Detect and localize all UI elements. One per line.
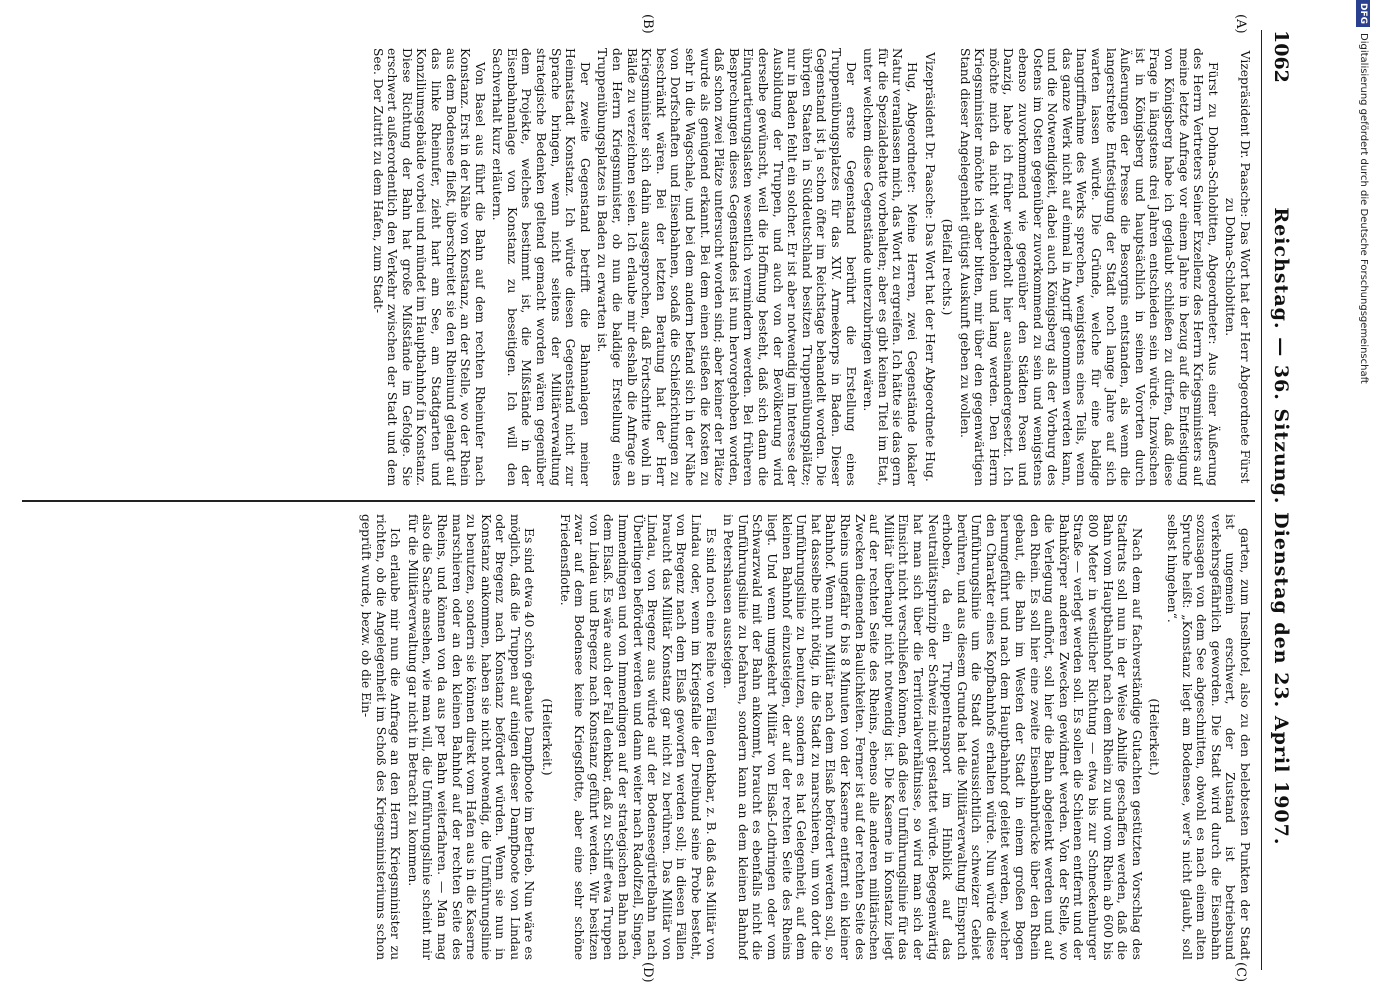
header-rule (1261, 30, 1262, 970)
margin-marker-a: (A) (1233, 14, 1248, 34)
paragraph: Nach dem auf fachverständige Gutachten gestützten Vorschlag des Stadtrats soll nun in der Weise Abhilfe geschaffen werden, daß die Bahn vom Hauptbahnhof nach dem Rhein zu und vom Rhein ab 600 bis 800 Meter in westlicher Richtung — etwa bis zur Schneckenburger Straße — verlegt werden soll. Es sollen die Schienen entfernt und der Bahnkörper anderen Zwecken gewidmet werden. Von der Stelle, wo die Verlegung aufhört, soll hier die Bahn abgelenkt werden und auf den Rhein. Es soll hier eine zweite Eisenbahnbrücke über den Rhein gebaut, die Bahn im Westen der Stadt in einem großen Bogen herumgeführt und nach dem Hauptbahnhof geleitet werden, welcher den Charakter eines Kopfbahnhofs erhalten würde. Nun würde diese Umführungslinie um die Stadt voraussichtlich schweizer Gebiet berühren, und aus diesem Grunde hat die Militärverwaltung Einspruch erhoben, da ein Truppentransport im Hinblick auf das Neutralitätsprinzip der Schweiz nicht gestattet würde. Begegenwärtig hat man sich über die Territorialverhältnisse, so wird man sich der Einsicht nicht verschließen können, daß diese Umführungslinie für das Militär überhaupt nicht notwendig ist. Die Kaserne in Konstanz liegt auf der rechten Seite des Rheins, ebenso alle anderen militärischen Zwecken dienenden Baulichkeiten. Ferner ist auf der rechten Seite des Rheins ungefähr 6 bis 8 Minuten von der Kaserne entfernt ein kleiner Bahnhof. Wenn nun Militär nach dem Elsaß befördert werden soll, so hat dasselbe nicht nötig, in die Stadt zu marschieren, um von dort die Umführungslinie zu benutzen, sondern es hat Gelegenheit, auf dem kleinen Bahnhof einzusteigen, der auf der rechten Seite des Rheins liegt. Und wenn umgekehrt Militär von Elsaß-Lothringen oder vom Schwarzwald mit der Bahn ankommt, braucht es ebenfalls nicht die Umführungslinie zu befahren, sondern kann an dem kleinen Bahnhof in Petershausen aussteigen. (721, 514, 1144, 960)
paragraph: Vizepräsident Dr. Paasche: Das Wort hat der Herr Abgeordnete Hug. (922, 52, 937, 482)
paragraph: (Heiterkeit.) (1147, 698, 1162, 776)
paragraph: Ich erlaube mir nun die Anfrage an den Herrn Kriegsminister zu richten, ob die Angelegenheit im Schoß des Kriegsministeriums schon geprüft wurde, bezw. ob die Ein- (358, 514, 403, 960)
paragraph: (Beifall rechts.) (940, 218, 955, 316)
column-divider (22, 500, 1255, 502)
paragraph: Von Basel aus führt die Bahn auf dem rechten Rheinufer nach Konstanz. Erst in der Nähe von Konstanz, an der Stelle, wo der Rhein aus dem Bodensee fließt, überschreitet sie den Rheinund gelangt auf das linke Rheinufer, zieht hart am See, am Stadtgarten und Konziliumsgebäude vorbei und mündet im Hauptbahnhof in Konstanz. Diese Richtung der Bahn hat große Mißstände im Gefolge. Sie erschwert außerordentlich den Verkehr zwischen der Stadt und dem See. Der Zutritt zu dem Hafen, zum Stadt- (370, 48, 487, 486)
margin-marker-d: (D) (640, 962, 655, 983)
page-header (1264, 30, 1292, 970)
page-number: 1062 (1270, 30, 1292, 83)
paragraph: Es sind noch eine Reihe von Fällen denkbar, z. B. daß das Militär von Lindau oder, wenn im Kriegsfalle der Dreibund seine Probe besteht, von Bregenz nach dem Elsaß geworfen werden soll; in diesen Fällen braucht das Militär Konstanz gar nicht zu berühren. Das Militär von Lindau, von Bregenz aus würde auf der Bodenseegürtelbahn nach Überlingen befördert werden und dann weiter nach Radolfzell, Singen, Immendingen und von Immendingen auf der strategischen Bahn nach dem Elsaß. Es wäre auch der Fall denkbar, daß zu Schiff etwa Truppen von Lindau und Bregenz nach Konstanz geführt werden. Wir besitzen zwar auf dem Bodensee keine Kriegsflotte, aber eine sehr schöne Friedensflotte. (557, 514, 718, 960)
paragraph: Fürst zu Dohna-Schlobitten, Abgeordneter: Aus einer Äußerung des Herrn Vertreters Seiner Exzellenz des Herrn Kriegsministers auf meine letzte Anfrage vor einem Jahre in bezug auf die Entfestigung von Königsberg habe ich geglaubt schließen zu dürfen, daß diese Frage in längstens drei Jahren entschieden sein würde. Inzwischen ist in Königsberg und hauptsächlich in seinen Vororten durch Äußerungen der Presse die Besorgnis entstanden, als wenn die langerstrebte Entfestigung der Stadt noch lange Jahre auf sich warten lassen würde. Die Gründe, welche für eine baldige Inangriffnahme des Werks sprechen, wenigstens eines Teils, wenn das ganze Werk nicht auf einmal in Angriff genommen werden kann, und die Notwendigkeit, dabei auch Königsberg als der Vorburg des Ostens im Osten gegenüber zuvorkommend zu sein und wenigstens ebenso zuvorkommend wie gegenüber den Städten Posen und Danzig, habe ich früher wiederholt hier auseinandergesetzt. Ich möchte mich da nicht wiederholen und lang werden. Den Herrn Kriegsminister möchte ich aber bitten, mir über den gegenwärtigen Stand dieser Angelegenheit gütigst Auskunft geben zu wollen. (957, 48, 1220, 486)
right-column (22, 514, 1252, 960)
paragraph: Hug, Abgeordneter: Meine Herren, zwei Gegenstände lokaler Natur veranlassen mich, das Wort zu ergreifen. Ich hätte sie das gern für die Spezialdebatte vorbehalten; aber es gibt keinen Titel im Etat, unter welchem diese Gegenstände unterzubringen wären. (861, 48, 919, 486)
digitization-credit (1356, 0, 1370, 1000)
credit-text: Digitalisierung gefördert durch die Deutsche Forschungsgemeinschaft (1358, 33, 1369, 384)
page-title: Reichstag. — 36. Sitzung. Dienstag den 23. April 1907. (1270, 207, 1292, 846)
paragraph: Der erste Gegenstand berührt die Erstellung eines Truppenübungsplatzes für das XIV. Armeekorps in Baden. Dieser Gegenstand ist ja schon öfter im Reichstage behandelt worden. Die übrigen Staaten in Süddeutschland besitzen Truppenübungsplätze; nur in Baden fehlt ein solcher. Er ist aber notwendig im Interesse der Ausbildung der Truppen, und auch von der Bevölkerung wird derselbe gewünscht, weil die Hoffnung besteht, daß sich dann die Einquartierungslasten wesentlich vermindern werden. Bei früheren Besprechungen dieses Gegenstandes ist nun hervorgehoben worden, daß schon zwei Plätze untersucht worden sind; aber keiner der Plätze wurde als genügend erkannt. Bei dem einen stießen die Kosten zu sehr in die Wagschale, und bei dem andern befand sich in der Nähe von Dorfschaften und Eisenbahnen, sodaß die Schießrichtungen zu beschränkt wären. Bei der letzten Beratung hat der Herr Kriegsminister sich dahin ausgesprochen, daß Fortschritte wohl in Bälde zu verzeichnen seien. Ich erlaube mir deshalb die Anfrage an den Herrn Kriegsminister, ob nun die baldige Erstellung eines Truppenübungsplatzes in Baden zu erwarten ist. (595, 48, 858, 486)
left-column (22, 48, 1252, 486)
paragraph: Vizepräsident Dr. Paasche: Das Wort hat der Herr Abgeordnete Fürst zu Dohna-Schlobitten. (1223, 50, 1252, 484)
margin-marker-c: (C) (1233, 962, 1248, 983)
paragraph: Es sind etwa 40 schön gebaute Dampfboote im Betrieb. Nun wäre es möglich, daß die Truppen auf einigen dieser Dampfboote von Lindau oder Bregenz nach Konstanz befördert würden. Wenn sie nun in Konstanz ankommen, haben sie nicht notwendig, die Umführungslinie zu benutzen, sondern sie können direkt vom Hafen aus in die Kaserne marschieren oder an den kleinen Bahnhof auf der rechten Seite des Rheins, und können von da aus per Bahn weiterfahren. — Man mag also die Sache ansehen, wie man will, die Umführungslinie scheint mir für die Militärverwaltung gar nicht in Betracht zu kommen. (405, 514, 537, 960)
paragraph: Der zweite Gegenstand betrifft die Bahnanlagen meiner Heimatstadt Konstanz. Ich würde diesen Gegenstand nicht zur Sprache bringen, wenn nicht seitens der Militärverwaltung strategische Bedenken geltend gemacht worden wären gegenüber dem Projekte, welches bestimmt ist, die Mißstände in der Eisenbahnanlage von Konstanz zu beseitigen. Ich will den Sachverhalt kurz erläutern. (490, 48, 592, 486)
margin-marker-b: (B) (640, 14, 655, 34)
dfg-logo: DFG (1356, 0, 1370, 27)
paragraph: garten, zum Inselhotel, also zu den belebtesten Punkten der Stadt ist ungemein erschwert, der Zustand ist betriebsund verkehrsgefährlich geworden. Die Stadt wird durch die Eisenbahn sozusagen von dem See abgeschnitten, obwohl es nach einem alten Spruche heißt: „Konstanz liegt am Bodensee, wer's nicht glaubt, soll selbst hingehen“. (1165, 514, 1252, 960)
paragraph: (Heiterkeit.) (540, 698, 555, 776)
